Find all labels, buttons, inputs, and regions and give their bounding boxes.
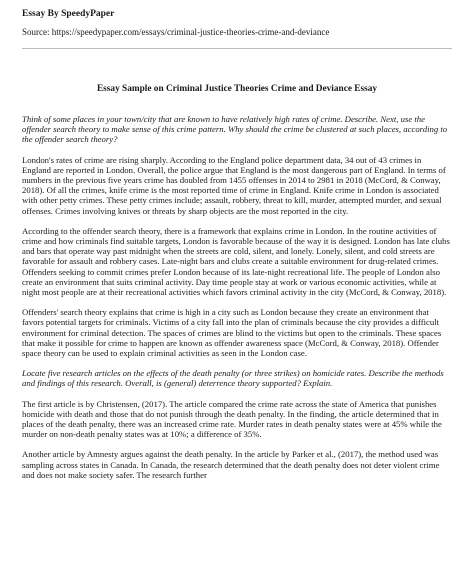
answer-paragraph-2: According to the offender search theory, there is a framework that explains crime in London. In the routine activities of crime and how criminals find suitable targets, London is favorable because of the way it is designed. London has late clubs and bars that operate way past midnight when the streets are cold, silent, and lonely. Lonely, silent, and cold streets are favorable for assault and robbery cases. Late-night bars and clubs create a suitable environment for drug-related crimes. Offenders seeking to commit crimes prefer London because of its late-night recreational life. The people of London also create an environment that suits criminal activity. Day time people stay at work or various economic activities, while at night most people are at their recreational activities which favors criminal activity in the city (McCord, & Conway, 2018). [22, 225, 450, 298]
answer-paragraph-4: The first article is by Christensen, (2017). The article compared the crime rate across the state of America that punishes homicide with death and those that do not punish through the death penalty. In the finding, the article determined that in places of the death penalty, there was an increased crime rate. Murder rates in death penalty states were at 45% while the murder on non-death penalty states was at 10%; a difference of 35%. [22, 398, 442, 440]
question-paragraph-1: Think of some places in your town/city that are known to have relatively high rates of crime. Describe. Next, use the offender search theory to make sense of this crime pattern. Why should the crime be clustered at such places, according to the offender search theory? [22, 114, 448, 145]
source-label: Source: [22, 27, 50, 37]
source-line [22, 27, 329, 37]
essay-body [22, 114, 452, 490]
header-divider [22, 48, 452, 49]
answer-paragraph-1: London's rates of crime are rising sharply. According to the England police department data, 34 out of 43 crimes in England are reported in London. Overall, the police argue that England is the most dangerous part of England. In terms of numbers in the previous five years crime has doubled from 1455 offenses in 2014 to 2981 in 2018 (McCord, & Conway, 2018). Of all the crimes, knife crime is the most reported time of crime in England. Knife crime in London is associated with other petty crimes. These petty crimes include; assault, robbery, threat to kill, murder, attempted murder, and sexual offenses. Crimes involving knives or threats by sharp objects are the most reported in the city. [22, 154, 446, 216]
essay-title: Essay Sample on Criminal Justice Theories Crime and Deviance Essay [96, 84, 378, 94]
answer-paragraph-5: Another article by Amnesty argues against the death penalty. In the article by Parker et al., (2017), the method used was sampling across states in Canada. In Canada, the research determined that the death penalty does not deter violent crime and does not make society safer. The research further [22, 449, 440, 480]
source-link[interactable]: https://speedypaper.com/essays/criminal-justice-theories-crime-and-deviance [51, 27, 330, 37]
brand-title: Essay By SpeedyPaper [22, 9, 115, 19]
question-paragraph-2: Locate five research articles on the effects of the death penalty (or three strikes) on homicide rates. Describe the methods and findings of this research. Overall, is (general) deterrence theory supported? Explain. [22, 368, 444, 389]
answer-paragraph-3: Offenders' search theory explains that crime is high in a city such as London because they create an environment that favors potential targets for criminals. Victims of a city fall into the plan of criminals because the city provides a difficult environment for criminal detection. The spaces of crimes are blind to the victims but open to the criminals. These spaces that make it possible for crime to happen are known as offender awareness space (McCord, & Conway, 2018). Offender space theory can be used to explain criminal activities as seen in the London case. [22, 307, 442, 359]
